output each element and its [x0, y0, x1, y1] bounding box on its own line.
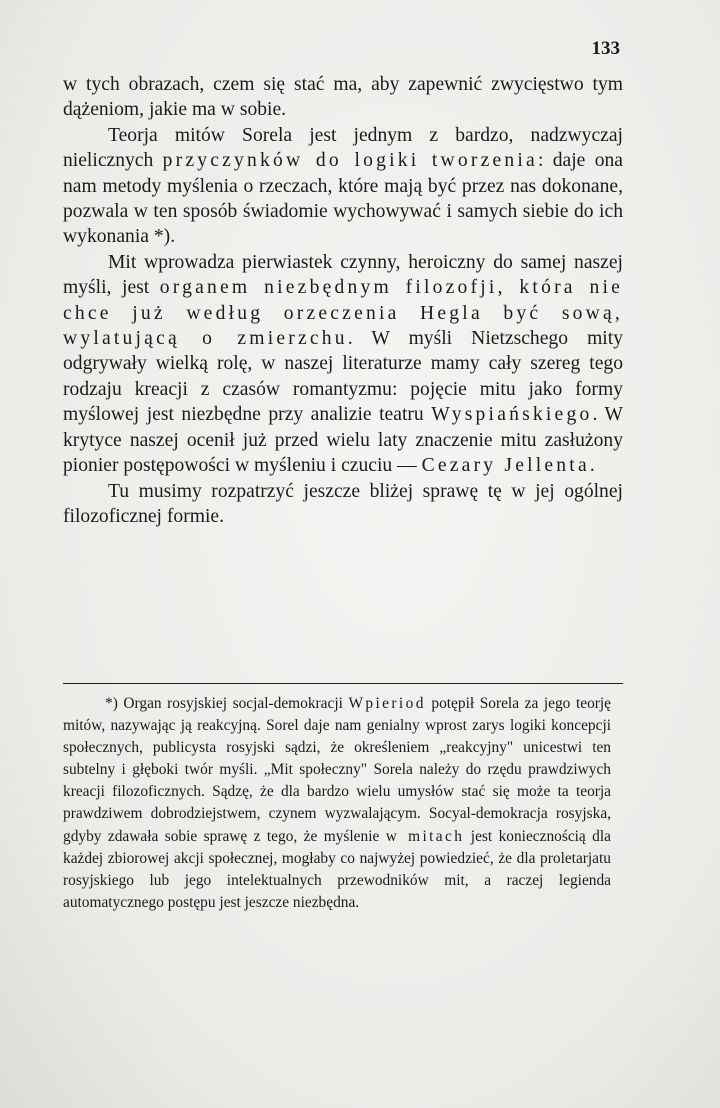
- paragraph-3-part-4: .: [589, 455, 595, 477]
- paragraph-3-spaced-emphasis-3: Cezary Jellenta: [421, 455, 590, 477]
- paragraph-3-part-1: Mit wprowadza pierwiastek czynny, heroiczny do samej naszej myśli, jest: [63, 251, 623, 299]
- paragraph-3-part-2: . W myśli Nietzschego mity odgrywały wielką rolę, w naszej literaturze mamy cały szereg tego rodzaju kreacji z czasów romantyzmu: pojęcie mitu jako formy myślowej jest niezbędne przy analizie teatru: [63, 328, 623, 426]
- paragraph-2-part-1: Teorja mitów Sorela jest jednym z bardzo, nadzwyczaj nielicznych: [63, 124, 623, 172]
- paragraph-4: [63, 479, 623, 530]
- paragraph-3: [63, 250, 623, 479]
- footnote-spaced-emphasis-2: w mitach: [385, 827, 465, 845]
- footnote-divider: [63, 683, 623, 684]
- page-number: 133: [591, 38, 620, 59]
- footnote-paragraph: [63, 693, 611, 914]
- paragraph-3-part-3: . W krytyce naszej ocenił już przed wielu laty znaczenie mitu zasłużony pionier postępowości w myśleniu i czuciu —: [63, 404, 624, 477]
- paragraph-2-spaced-emphasis: przyczynków do logiki tworzenia: [162, 150, 538, 172]
- paragraph-3-spaced-emphasis-2: Wyspiańskiego: [431, 404, 593, 426]
- footnote-part-2: potępił Sorela za jego teorję mitów, nazywając ją reakcyjną. Sorel daje nam genialny wprost zarys logiki koncepcji społecznych, publicysta rosyjski sądzi, że określeniem „reakcyjny" unicestwi ten subtelny i głęboki twór myśli. „Mit społeczny" Sorela należy do rzędu prawdziwych kreacji filozoficznych. Sądzę, że dla bardzo wielu umysłów stać się może ta teorja prawdziwem dobrodziejstwem, czynem wyzwalającym. Socyal-demokracja rosyjska, gdyby zdawała sobie sprawę z tego, że myślenie: [63, 695, 611, 845]
- footnote: [63, 693, 611, 914]
- footnote-part-1: *) Organ rosyjskiej socjal-demokracji: [105, 695, 349, 712]
- paragraph-2-part-2: : daje ona nam metody myślenia o rzeczach, które mają być przez nas dokonane, pozwala w ten sposób świadomie wychowywać i samych siebie do ich wykonania *).: [63, 150, 623, 248]
- main-text: [63, 72, 623, 529]
- paragraph-4-text: Tu musimy rozpatrzyć jeszcze bliżej sprawę tę w jej ogólnej filozoficznej formie.: [63, 480, 623, 527]
- paragraph-2: [63, 123, 623, 250]
- paragraph-1-text: w tych obrazach, czem się stać ma, aby zapewnić zwycięstwo tym dążeniom, jakie ma w sobie.: [63, 74, 623, 121]
- footnote-spaced-emphasis-1: Wpieriod: [348, 695, 426, 712]
- paragraph-1: [63, 72, 623, 123]
- footnote-part-3: jest koniecznością dla każdej zbiorowej akcji społecznej, mogłaby co najwyżej powiedzieć, że dla proletarjatu rosyjskiego lub jego intelektualnych przewodników mit, a raczej legienda automatycznego postępu jest jeszcze niezbędna.: [63, 827, 611, 911]
- paragraph-3-spaced-emphasis-1: organem niezbędnym filozofji, która nie chce już według orzeczenia Hegla być sową, wylatującą o zmierzchu: [63, 277, 623, 350]
